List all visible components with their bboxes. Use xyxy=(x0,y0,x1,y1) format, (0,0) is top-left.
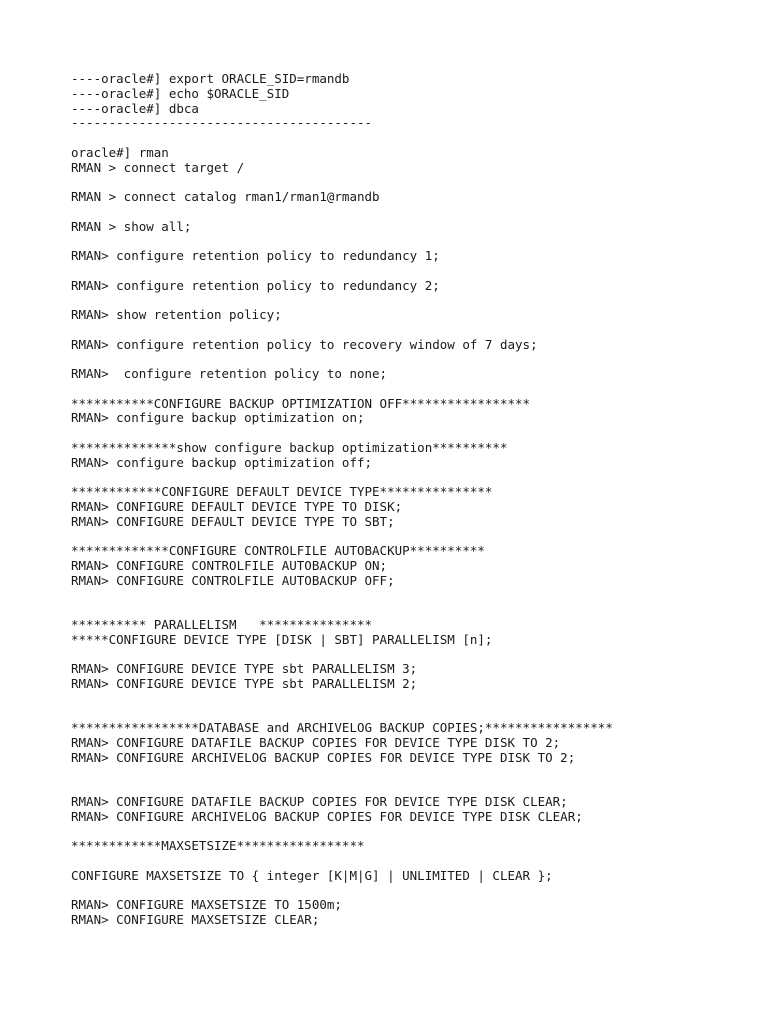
text-line xyxy=(71,234,768,249)
text-line xyxy=(71,205,768,220)
text-line: RMAN> configure retention policy to redundancy 1; xyxy=(71,248,440,263)
text-line xyxy=(71,883,768,898)
text-line: RMAN> CONFIGURE CONTROLFILE AUTOBACKUP OFF; xyxy=(71,572,395,588)
text-line xyxy=(71,293,768,308)
text-line: RMAN> configure retention policy to none; xyxy=(71,366,388,381)
text-line: RMAN> CONFIGURE DEVICE TYPE sbt PARALLELISM 2; xyxy=(71,675,418,691)
text-line: RMAN> CONFIGURE DEFAULT DEVICE TYPE TO DISK; xyxy=(71,498,403,514)
text-line xyxy=(71,264,768,279)
text-line: RMAN> show retention policy; xyxy=(71,307,282,322)
text-line: ************CONFIGURE DEFAULT DEVICE TYPE*************** xyxy=(71,484,493,499)
text-line: ***********CONFIGURE BACKUP OPTIMIZATION OFF***************** xyxy=(71,395,531,411)
text-line: RMAN> CONFIGURE MAXSETSIZE TO 1500m; xyxy=(71,897,342,912)
text-line: CONFIGURE MAXSETSIZE TO { integer [K|M|G] | UNLIMITED | CLEAR }; xyxy=(71,867,553,883)
text-line xyxy=(71,426,768,441)
text-line xyxy=(71,588,768,603)
text-line xyxy=(71,780,768,795)
text-line: RMAN> CONFIGURE DEVICE TYPE sbt PARALLELISM 3; xyxy=(71,661,418,676)
text-line: ----oracle#] export ORACLE_SID=rmandb xyxy=(71,71,350,86)
text-line xyxy=(71,706,768,721)
text-line xyxy=(71,470,768,485)
document-body xyxy=(71,72,768,928)
text-line: RMAN> CONFIGURE DATAFILE BACKUP COPIES FOR DEVICE TYPE DISK CLEAR; xyxy=(71,793,568,809)
text-line xyxy=(71,382,768,397)
text-line: RMAN> configure backup optimization off; xyxy=(71,454,373,470)
text-line: RMAN> configure retention policy to redundancy 2; xyxy=(71,277,440,293)
text-line xyxy=(71,854,768,869)
text-line xyxy=(71,765,768,780)
text-line xyxy=(71,603,768,618)
text-line: RMAN > connect catalog rman1/rman1@rmandb xyxy=(71,189,380,204)
text-line: oracle#] rman xyxy=(71,144,169,160)
text-line: *****************DATABASE and ARCHIVELOG BACKUP COPIES;***************** xyxy=(71,720,613,735)
text-line xyxy=(71,352,768,367)
text-line: RMAN> configure backup optimization on; xyxy=(71,410,365,426)
text-line: RMAN> CONFIGURE DATAFILE BACKUP COPIES FOR DEVICE TYPE DISK TO 2; xyxy=(71,734,561,750)
text-line: *************CONFIGURE CONTROLFILE AUTOBACKUP********** xyxy=(71,543,485,558)
text-line: **************show configure backup optimization********** xyxy=(71,439,508,455)
text-line xyxy=(71,529,768,544)
text-line: RMAN > connect target / xyxy=(71,159,245,175)
text-line: RMAN> configure retention policy to recovery window of 7 days; xyxy=(71,336,538,352)
text-line xyxy=(71,131,768,146)
text-line: RMAN > show all; xyxy=(71,218,192,234)
text-line: RMAN> CONFIGURE CONTROLFILE AUTOBACKUP ON; xyxy=(71,557,388,573)
text-line: *****CONFIGURE DEVICE TYPE [DISK | SBT] PARALLELISM [n]; xyxy=(71,631,493,647)
text-line: ********** PARALLELISM *************** xyxy=(71,616,373,632)
text-line: ----oracle#] echo $ORACLE_SID xyxy=(71,85,290,101)
text-line: ----oracle#] dbca xyxy=(71,100,199,116)
text-line: ---------------------------------------- xyxy=(71,115,373,131)
text-line xyxy=(71,824,768,839)
text-line: RMAN> CONFIGURE DEFAULT DEVICE TYPE TO SBT; xyxy=(71,513,395,529)
text-line xyxy=(71,647,768,662)
text-line xyxy=(71,323,768,338)
text-line: RMAN> CONFIGURE ARCHIVELOG BACKUP COPIES FOR DEVICE TYPE DISK TO 2; xyxy=(71,749,576,765)
text-line: RMAN> CONFIGURE ARCHIVELOG BACKUP COPIES FOR DEVICE TYPE DISK CLEAR; xyxy=(71,808,583,824)
text-line: ************MAXSETSIZE***************** xyxy=(71,838,365,853)
text-line: RMAN> CONFIGURE MAXSETSIZE CLEAR; xyxy=(71,911,320,927)
text-line xyxy=(71,692,768,707)
text-line xyxy=(71,175,768,190)
